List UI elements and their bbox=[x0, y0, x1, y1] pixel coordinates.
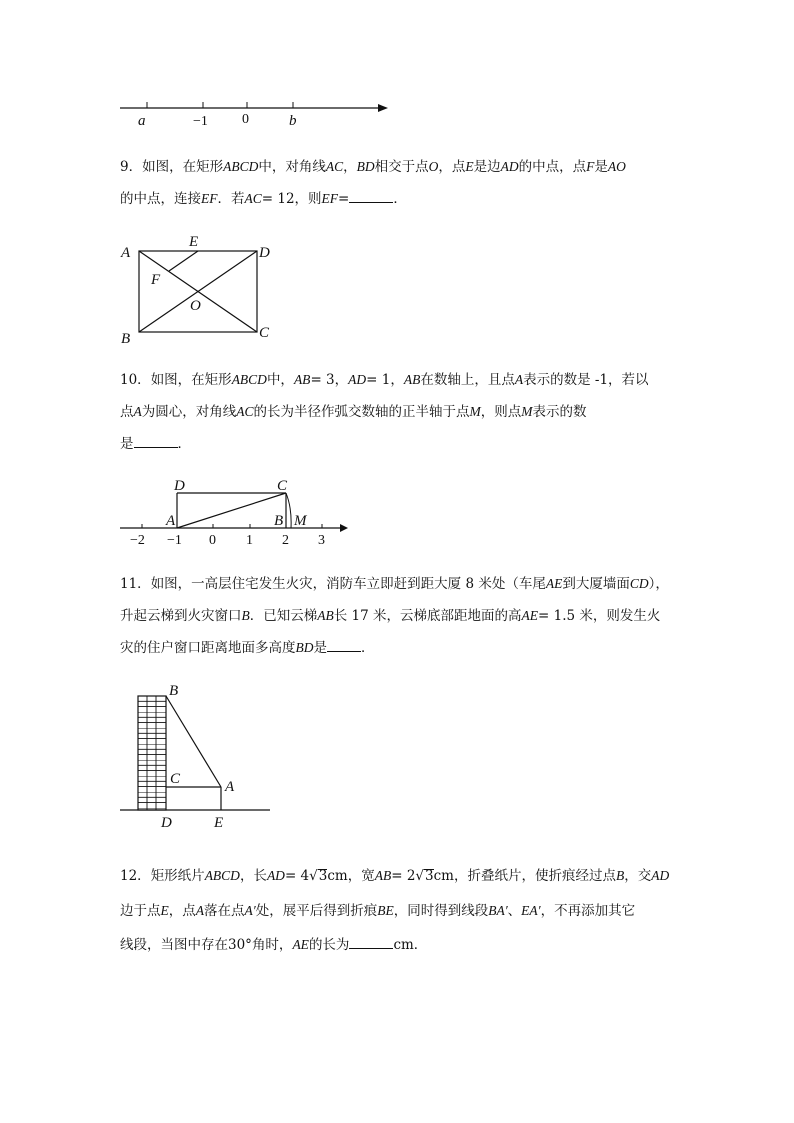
q12-var: E bbox=[160, 903, 169, 918]
q9-var: AC bbox=[325, 159, 344, 174]
q10-var: M bbox=[469, 404, 481, 419]
q11-building-figure bbox=[116, 682, 276, 830]
q12-var: BE bbox=[377, 903, 394, 918]
q10-tick-minus2: −2 bbox=[130, 533, 145, 548]
q11-text: 到大厦墙面 bbox=[562, 576, 630, 592]
q11-label-D: D bbox=[161, 815, 172, 831]
q9-text: 相交于点 bbox=[374, 159, 429, 175]
q9-var: ABCD bbox=[223, 159, 259, 174]
q9-text: ．若 bbox=[217, 191, 245, 207]
q9-text: 的中点，连接 bbox=[120, 191, 201, 207]
q10-text: = 1， bbox=[366, 372, 404, 388]
q10-text: 表示的数是 -1，若以 bbox=[523, 372, 649, 388]
q11-text: 升起云梯到火灾窗口 bbox=[120, 608, 242, 624]
number-line-label-0: 0 bbox=[242, 112, 249, 127]
q10-line-1 bbox=[120, 371, 649, 389]
number-line-figure bbox=[110, 96, 390, 132]
q12-number: 12． bbox=[120, 868, 151, 884]
q12-line-3 bbox=[120, 936, 427, 954]
q12-text: cm． bbox=[393, 937, 428, 953]
q9-label-B: B bbox=[121, 331, 131, 347]
q11-var: AB bbox=[317, 608, 334, 623]
q9-line-2 bbox=[120, 190, 407, 208]
q10-text: 是 bbox=[120, 436, 134, 452]
q12-var: A bbox=[195, 903, 204, 918]
q10-text: 的长为半径作弧交数轴的正半轴于点 bbox=[253, 404, 470, 420]
q12-var: EA′ bbox=[521, 903, 541, 918]
q12-var: BA′ bbox=[488, 903, 508, 918]
q9-answer-blank[interactable] bbox=[349, 190, 393, 203]
q9-line-1 bbox=[120, 158, 626, 176]
q9-text: = 12，则 bbox=[261, 191, 322, 207]
q11-label-E: E bbox=[214, 815, 224, 831]
q10-number-line-figure bbox=[112, 476, 362, 548]
q9-label-O: O bbox=[190, 298, 201, 314]
q10-var: A bbox=[514, 372, 524, 387]
q9-var: F bbox=[586, 159, 595, 174]
q10-tick-2: 2 bbox=[282, 533, 289, 548]
q9-number: 9． bbox=[120, 159, 143, 175]
q10-label-B: B bbox=[274, 513, 284, 529]
q12-text: ，不再添加其它 bbox=[540, 903, 636, 919]
q12-angle: 30° bbox=[228, 937, 252, 953]
q9-label-A: A bbox=[121, 245, 131, 261]
q10-text: 为圆心，对角线 bbox=[141, 404, 237, 420]
q12-text: = 2 bbox=[391, 868, 416, 884]
q10-var: A bbox=[133, 404, 142, 419]
q9-var: BD bbox=[356, 159, 375, 174]
q9-var: AD bbox=[500, 159, 519, 174]
q11-text: 如图，一高层住宅发生火灾，消防车立即赶到距大厦 8 米处（车尾 bbox=[150, 576, 546, 592]
q9-var: EF bbox=[201, 191, 218, 206]
q9-text: ， bbox=[343, 159, 357, 175]
q10-line-3 bbox=[120, 435, 191, 453]
q10-number: 10． bbox=[120, 372, 151, 388]
q10-tick-1: 1 bbox=[246, 533, 253, 548]
q12-answer-blank[interactable] bbox=[349, 936, 393, 949]
q9-label-C: C bbox=[259, 325, 270, 341]
q10-label-M: M bbox=[294, 513, 307, 529]
q9-label-E: E bbox=[189, 234, 199, 250]
number-line-label-minus1: −1 bbox=[193, 114, 208, 129]
q12-text: 、 bbox=[507, 903, 522, 919]
q11-var: BD bbox=[295, 640, 314, 655]
q10-var: AD bbox=[348, 372, 367, 387]
q12-text: cm，折叠纸片，使折痕经过点 bbox=[433, 868, 616, 884]
q10-label-A: A bbox=[166, 513, 176, 529]
q10-tick-minus1: −1 bbox=[167, 533, 182, 548]
q9-var: E bbox=[465, 159, 474, 174]
q10-answer-blank[interactable] bbox=[134, 435, 178, 448]
q10-text: 如图，在矩形 bbox=[150, 372, 232, 388]
q9-text: 的中点，点 bbox=[518, 159, 587, 175]
q11-text: ．已知云梯 bbox=[249, 608, 318, 624]
q10-text: 在数轴上，且点 bbox=[420, 372, 515, 388]
q11-var: AE bbox=[545, 576, 563, 591]
q12-line-2 bbox=[120, 902, 635, 920]
q12-text: = 4 bbox=[284, 868, 310, 884]
q10-text: ． bbox=[177, 436, 191, 452]
q12-var: AE bbox=[292, 937, 309, 952]
number-line-label-a: a bbox=[138, 113, 146, 129]
q10-line-2 bbox=[120, 403, 587, 421]
q11-var: B bbox=[241, 608, 250, 623]
q12-var: A′ bbox=[244, 903, 256, 918]
q9-var: EF bbox=[321, 191, 339, 206]
number-line-label-b: b bbox=[289, 113, 297, 129]
q9-text: 中，对角线 bbox=[258, 159, 326, 175]
q10-text: 表示的数 bbox=[532, 404, 587, 420]
q11-text: 灾的住户窗口距离地面多高度 bbox=[120, 640, 296, 656]
q12-var: ABCD bbox=[204, 868, 240, 883]
q9-text: 是 bbox=[594, 159, 608, 175]
q10-text: 点 bbox=[120, 404, 134, 420]
q11-var: CD bbox=[629, 576, 649, 591]
q12-text: 边于点 bbox=[120, 903, 161, 919]
q9-text: 如图，在矩形 bbox=[142, 159, 224, 175]
q12-line-1 bbox=[120, 867, 669, 885]
q10-text: = 3， bbox=[310, 372, 349, 388]
q12-text: 角时， bbox=[251, 937, 293, 953]
q10-var: AB bbox=[403, 372, 421, 387]
q12-text: 矩形纸片 bbox=[150, 868, 205, 884]
q12-sqrt-radicand: 3 bbox=[425, 868, 434, 884]
q11-var: AE bbox=[521, 608, 539, 623]
q10-var: AC bbox=[236, 404, 254, 419]
q12-var: AD bbox=[651, 868, 670, 883]
q11-label-B: B bbox=[169, 683, 179, 699]
q9-label-D: D bbox=[259, 245, 270, 261]
q12-text: 处，展平后得到折痕 bbox=[255, 903, 378, 919]
q10-label-C: C bbox=[277, 478, 288, 494]
q10-var: M bbox=[521, 404, 533, 419]
q10-var: AB bbox=[293, 372, 311, 387]
q10-label-D: D bbox=[174, 478, 185, 494]
q10-var: ABCD bbox=[231, 372, 267, 387]
q9-var: AC bbox=[244, 191, 262, 206]
q12-text: 的长为 bbox=[308, 937, 350, 953]
sqrt-symbol: √ bbox=[415, 868, 425, 884]
q12-text: 线段，当图中存在 bbox=[120, 937, 228, 953]
q12-sqrt-radicand: 3 bbox=[318, 868, 328, 884]
q9-text: ，点 bbox=[438, 159, 466, 175]
q12-var: AB bbox=[374, 868, 392, 883]
q9-text: = bbox=[338, 191, 350, 207]
q12-text: cm，宽 bbox=[327, 868, 375, 884]
q9-rectangle-figure bbox=[115, 230, 285, 348]
q11-answer-blank[interactable] bbox=[327, 639, 361, 652]
q9-var: AO bbox=[607, 159, 626, 174]
q12-text: ，同时得到线段 bbox=[393, 903, 489, 919]
q12-text: ，点 bbox=[168, 903, 196, 919]
q11-text: ． bbox=[361, 640, 375, 656]
q12-var: AD bbox=[266, 868, 285, 883]
q11-line-3 bbox=[120, 639, 375, 657]
sqrt-symbol: √ bbox=[309, 868, 318, 884]
q11-text: 是 bbox=[313, 640, 327, 656]
q10-tick-3: 3 bbox=[318, 533, 325, 548]
q11-line-1 bbox=[120, 575, 669, 593]
q11-text: = 1.5 米，则发生火 bbox=[538, 608, 661, 624]
q11-number: 11． bbox=[120, 576, 151, 592]
q10-tick-0: 0 bbox=[209, 533, 216, 548]
q10-text: ，则点 bbox=[480, 404, 522, 420]
q12-var: B bbox=[616, 868, 625, 883]
q11-label-C: C bbox=[170, 771, 181, 787]
q12-text: ，交 bbox=[624, 868, 652, 884]
q11-label-A: A bbox=[225, 779, 235, 795]
q11-line-2 bbox=[120, 607, 660, 625]
q11-text: ）， bbox=[648, 576, 669, 592]
q12-text: 落在点 bbox=[204, 903, 245, 919]
q11-text: 长 17 米，云梯底部距地面的高 bbox=[333, 608, 522, 624]
q9-text: ． bbox=[393, 191, 407, 207]
q9-text: 是边 bbox=[473, 159, 501, 175]
q9-label-F: F bbox=[151, 272, 161, 288]
q9-var: O bbox=[428, 159, 439, 174]
q10-text: 中， bbox=[266, 372, 294, 388]
q12-text: ，长 bbox=[239, 868, 267, 884]
